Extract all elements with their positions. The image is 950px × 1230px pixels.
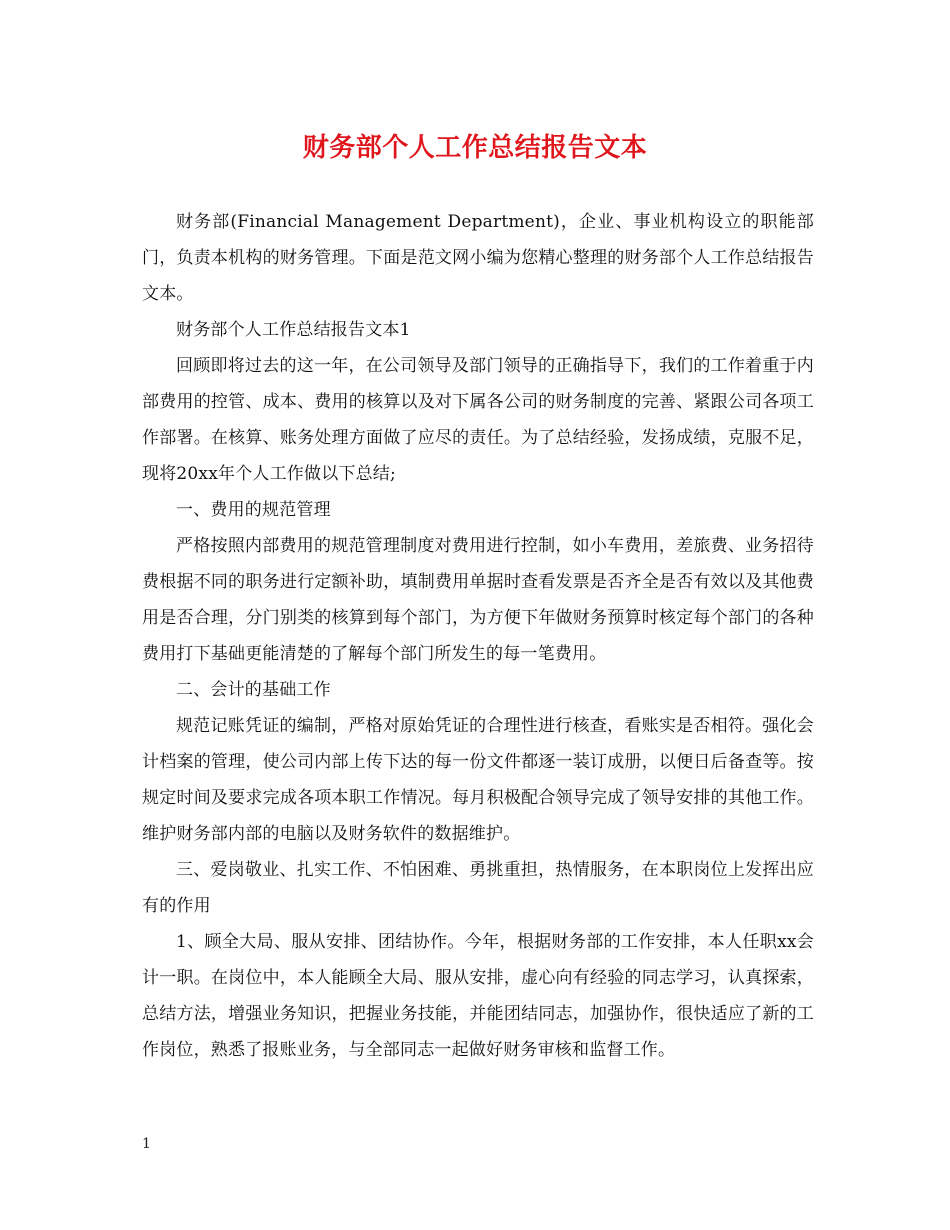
document-body bbox=[142, 204, 814, 1068]
intro-paragraph: 财务部(Financial Management Department)，企业、事业机构设立的职能部门，负责本机构的财务管理。下面是范文网小编为您精心整理的财务部个人工作总结报告文本。 bbox=[142, 212, 814, 304]
document-title: 财务部个人工作总结报告文本 bbox=[302, 133, 648, 163]
section-heading: 财务部个人工作总结报告文本1 bbox=[176, 320, 411, 340]
body-paragraph: 严格按照内部费用的规范管理制度对费用进行控制，如小车费用，差旅费、业务招待费根据不同的职务进行定额补助，填制费用单据时查看发票是否齐全是否有效以及其他费用是否合理，分门别类的核算到每个部门，为方便下年做财务预算时核定每个部门的各种费用打下基础更能清楚的了解每个部门所发生的每一笔费用。 bbox=[142, 536, 814, 664]
section-heading: 三、爱岗敬业、扎实工作、不怕困难、勇挑重担，热情服务，在本职岗位上发挥出应有的作用 bbox=[142, 860, 814, 916]
body-paragraph: 1、顾全大局、服从安排、团结协作。今年，根据财务部的工作安排，本人任职xx会计一职。在岗位中，本人能顾全大局、服从安排，虚心向有经验的同志学习，认真探索，总结方法，增强业务知识，把握业务技能，并能团结同志，加强协作，很快适应了新的工作岗位，熟悉了报账业务，与全部同志一起做好财务审核和监督工作。 bbox=[142, 932, 814, 1060]
body-paragraph: 规范记账凭证的编制，严格对原始凭证的合理性进行核查，看账实是否相符。强化会计档案的管理，使公司内部上传下达的每一份文件都逐一装订成册，以便日后备查等。按规定时间及要求完成各项本职工作情况。每月积极配合领导完成了领导安排的其他工作。维护财务部内部的电脑以及财务软件的数据维护。 bbox=[142, 716, 814, 844]
body-paragraph: 回顾即将过去的这一年，在公司领导及部门领导的正确指导下，我们的工作着重于内部费用的控管、成本、费用的核算以及对下属各公司的财务制度的完善、紧跟公司各项工作部署。在核算、账务处理方面做了应尽的责任。为了总结经验，发扬成绩，克服不足，现将20xx年个人工作做以下总结; bbox=[142, 356, 814, 484]
section-heading: 二、会计的基础工作 bbox=[176, 680, 331, 700]
page-number: 1 bbox=[142, 1136, 151, 1152]
section-heading: 一、费用的规范管理 bbox=[176, 500, 331, 520]
